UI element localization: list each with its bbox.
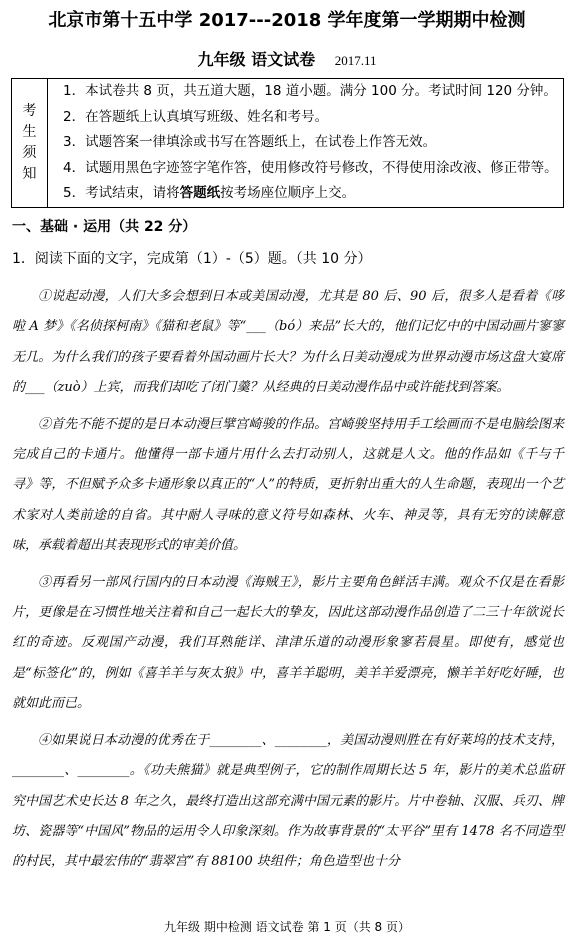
passage-paragraph: ③再看另一部风行国内的日本动漫《海贼王》，影片主要角色鲜活丰满。观众不仅是在看影片，更像是在习惯性地关注着和自己一起长大的挚友，因此这部动漫作品创造了二三十年欲说长红的奇迹。反观国产动漫，我们耳熟能详、津津乐道的动漫形象寥若晨星。即使有，感觉也是“标签化”的，例如《喜羊羊与灰太狼》中，喜羊羊聪明，美羊羊爱漂亮，懒羊羊好吃好睡，也就如此而已。 [12, 574, 564, 712]
notice-item [63, 181, 563, 207]
notice-item5-bold: 答题纸 [179, 185, 221, 202]
exam-date: 2017.11 [334, 53, 377, 68]
question-1: 1．阅读下面的文字，完成第（1）-（5）题。（共 10 分） [12, 251, 372, 267]
notice-item: 1．本试卷共 8 页，共五道大题，18 道小题。满分 100 分。考试时间 120 分钟。 [63, 83, 557, 99]
page-footer: 九年级 期中检测 语文试卷 第 1 页（共 8 页） [164, 920, 410, 934]
notice-label [12, 79, 48, 207]
notice-label-char: 须 [22, 145, 37, 161]
section-heading: 一、基础 · 运用（共 22 分） [12, 219, 197, 235]
notice-list [48, 79, 563, 207]
notice-label-char: 知 [22, 166, 37, 182]
notice-label-char: 考 [22, 103, 37, 119]
subtitle-text: 九年级 语文试卷 [197, 50, 316, 69]
exam-subtitle [0, 47, 574, 70]
notice-item: 4．试题用黑色字迹签字笔作答，使用修改符号修改，不得使用涂改液、修正带等。 [63, 159, 558, 176]
notice-box [11, 78, 564, 208]
passage-paragraph: ②首先不能不提的是日本动漫巨擘宫崎骏的作品。宫崎骏坚持用手工绘画而不是电脑绘图来完成自己的卡通片。他懂得一部卡通片用什么去打动别人，这就是人文。他的作品如《千与千寻》等，不但赋予众多卡通形象以真正的“人”的特质，更折射出重大的人生命题，表现出一个艺术家对人类前途的自省。其中耐人寻味的意义符号如森林、火车、神灵等，具有无穷的读解意味，承载着超出其表现形式的审美价值。 [12, 416, 564, 554]
reading-passage [12, 282, 564, 878]
notice-label-char: 生 [22, 124, 37, 140]
passage-paragraph: ④如果说日本动漫的优秀在于________、________，美国动漫则胜在有好莱坞的技术支持，________、________。《功夫熊猫》就是典型例子，它的制作周期长达 5 年，影片的美术总监研究中国艺术史长达 8 年之久，最终打造出这部充满中国元素的影片。片中卷轴、汉服、兵刃、牌坊、瓷器等“中国风”物品的运用令人印象深刻。作为故事背景的“太平谷”里有 1478 名不同造型的村民，其中最宏伟的“翡翠宫”有 88100 块组件；角色造型也十分 [12, 732, 564, 870]
passage-paragraph: ①说起动漫，人们大多会想到日本或美国动漫，尤其是 80 后、90 后，很多人是看着《哆啦 A 梦》《名侦探柯南》《猫和老鼠》等“___（bó）来品”长大的，他们记忆中的中国动画片寥寥无几。为什么我们的孩子要看着外国动画片长大？为什么日美动漫成为世界动漫市场这盘大宴席的___（zuò）上宾，而我们却吃了闭门羹？从经典的日美动漫作品中或许能找到答案。 [12, 289, 564, 396]
notice-item: 3．试题答案一律填涂或书写在答题纸上，在试卷上作答无效。 [63, 134, 437, 151]
notice-item5-suffix: 按考场座位顺序上交。 [220, 185, 356, 202]
notice-item5-prefix: 5．考试结束，请将 [63, 185, 180, 202]
notice-item: 2．在答题纸上认真填写班级、姓名和考号。 [63, 108, 329, 125]
page-title: 北京市第十五中学 2017---2018 学年度第一学期期中检测 [48, 10, 526, 31]
